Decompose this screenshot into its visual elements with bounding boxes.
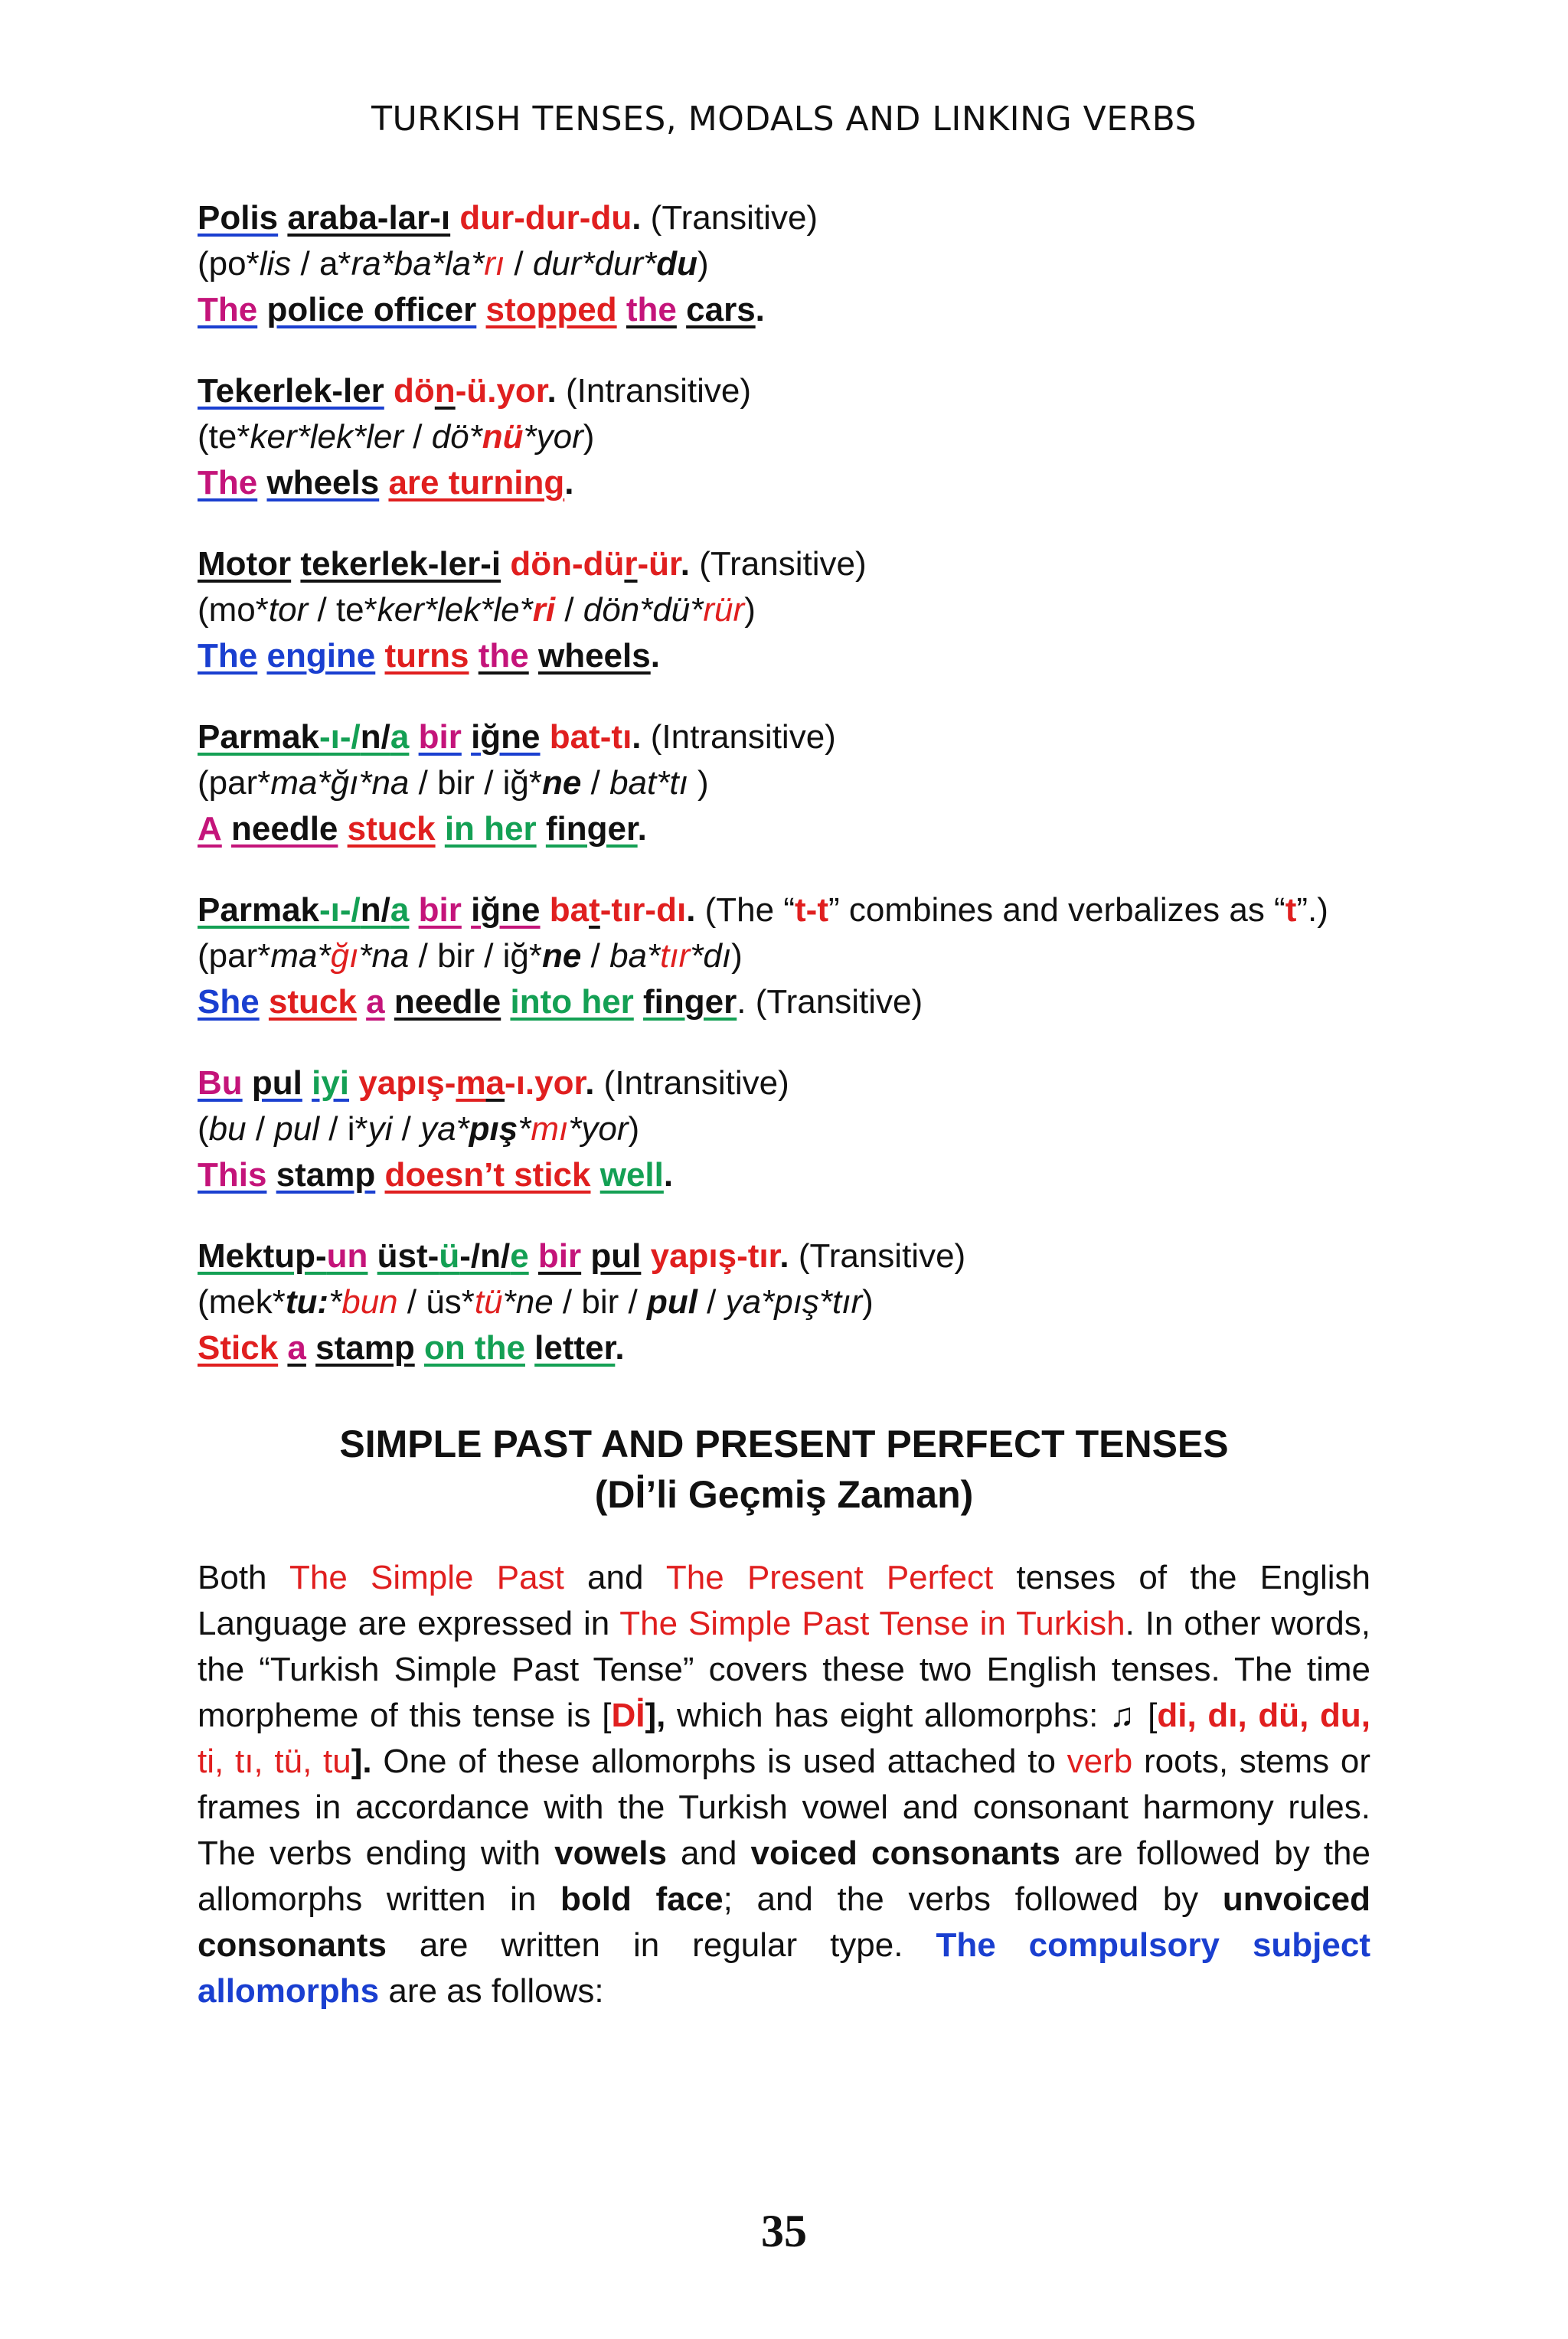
pron-part: ) (583, 418, 595, 456)
word: araba-lar-ı (287, 199, 451, 237)
text-run: bold face (560, 1880, 724, 1918)
punct: . (737, 983, 746, 1021)
pron-part: ma* (270, 937, 331, 975)
punct: . (615, 1329, 625, 1367)
pron-part: / (505, 245, 533, 283)
punct: . (564, 464, 574, 501)
pronunciation (198, 414, 1370, 460)
word: cars (686, 291, 756, 328)
word: stamp (315, 1329, 415, 1367)
turkish-sentence (198, 1233, 1370, 1279)
punct: . (755, 291, 765, 328)
word: into her (510, 983, 634, 1021)
pron-part: dur*dur* (532, 245, 657, 283)
pron-part: yi (368, 1110, 393, 1148)
punct: . (632, 199, 642, 237)
pron-part: / (581, 937, 610, 975)
word-part: -ı-/ (319, 718, 361, 756)
body-paragraph (198, 1555, 1370, 2014)
text-run: are as follows: (379, 1972, 604, 2010)
english-translation (198, 460, 1370, 506)
pron-part: / te* (308, 591, 377, 629)
text-run: tenses of the English Language are expressed in (198, 1559, 1370, 1642)
page-number: 35 (761, 2206, 807, 2256)
word: engine (266, 637, 376, 675)
text-run: The Present Perfect (665, 1559, 994, 1596)
pron-part: / bir / (553, 1283, 647, 1321)
pron-part: * (328, 1283, 342, 1321)
pron-part: ra*ba*la* (351, 245, 485, 283)
pronunciation (198, 933, 1370, 979)
pron-part: ya*pış*tır (725, 1283, 863, 1321)
pron-part: (par* (198, 937, 271, 975)
word-part: r (624, 545, 638, 583)
word-part: n/ (360, 718, 390, 756)
text-run: The Simple Past Tense in Turkish (619, 1605, 1125, 1642)
pron-part: (po* (198, 245, 260, 283)
turkish-sentence (198, 195, 1370, 241)
word: stopped (485, 291, 617, 328)
pron-part: ne (542, 937, 582, 975)
pron-part: bu (208, 1110, 247, 1148)
punct: . (650, 637, 660, 675)
word-part: Parmak (198, 718, 320, 756)
word-part: -ü.yor (455, 372, 547, 410)
word: the (478, 637, 529, 675)
pron-part: ( (198, 1110, 209, 1148)
pron-part: / (392, 1110, 421, 1148)
word: finger (643, 983, 737, 1021)
pron-part: / (697, 1283, 726, 1321)
word-part: e (510, 1237, 529, 1275)
turkish-sentence (198, 541, 1370, 587)
text-run: Dİ (611, 1697, 645, 1734)
example-5 (198, 887, 1370, 1025)
english-translation (198, 1152, 1370, 1198)
text-run: One of these allomorphs is used attached to (371, 1743, 1067, 1780)
word-part: n/ (360, 891, 390, 929)
pron-part: rür (703, 591, 745, 629)
running-head: TURKISH TENSES, MODALS AND LINKING VERBS (371, 100, 1197, 139)
word: needle (231, 810, 338, 848)
word: needle (394, 983, 501, 1021)
word-part: yapış- (358, 1064, 456, 1102)
word: iyi (312, 1064, 350, 1102)
example-1 (198, 195, 1370, 333)
note: (Intransitive) (650, 718, 836, 756)
pronunciation (198, 1106, 1370, 1152)
word: She (198, 983, 260, 1021)
pron-part: tor (268, 591, 309, 629)
text-run: and (564, 1559, 666, 1596)
pron-part: nü (482, 418, 524, 456)
pron-part: pul (646, 1283, 697, 1321)
word-part: ba (549, 891, 590, 929)
text-run: The Simple Past (289, 1559, 564, 1596)
note: ” combines and verbalizes as “ (828, 891, 1285, 929)
turkish-sentence (198, 368, 1370, 414)
word: bir (418, 891, 462, 929)
word-part: -ı.yor (505, 1064, 586, 1102)
word: This (198, 1156, 267, 1194)
text-run: ; and the verbs followed by (723, 1880, 1223, 1918)
pronunciation (198, 760, 1370, 806)
pron-part: / (555, 591, 583, 629)
pron-part: *yor (568, 1110, 629, 1148)
english-translation (198, 979, 1370, 1025)
word: stamp (276, 1156, 376, 1194)
word-part: m (456, 1064, 486, 1102)
turkish-sentence (198, 887, 1370, 933)
word: pul (590, 1237, 642, 1275)
text-run: . In other words, the “Turkish Simple Past Tense” covers these two English tenses. The time morpheme of this tense is [ (198, 1605, 1370, 1734)
example-7 (198, 1233, 1370, 1371)
punct: . (585, 1064, 595, 1102)
punct: . (686, 891, 696, 929)
pronunciation (198, 1279, 1370, 1325)
pron-part: ğı (330, 937, 359, 975)
word: iğne (471, 718, 541, 756)
pron-part: / bir / iğ* (409, 937, 543, 975)
pron-part: tü (474, 1283, 503, 1321)
punct: . (547, 372, 557, 410)
pron-part: ) (744, 591, 756, 629)
text-run: are written in regular type. (386, 1926, 936, 1964)
pron-part: ker*lek*ler (250, 418, 403, 456)
text-run: di, dı, dü, du, (1157, 1697, 1370, 1734)
word: Motor (198, 545, 292, 583)
word: Stick (198, 1329, 279, 1367)
pron-part: ri (532, 591, 556, 629)
english-translation (198, 287, 1370, 333)
pronunciation (198, 241, 1370, 287)
english-translation (198, 633, 1370, 679)
text-run: The compulsory subject allomorphs (198, 1926, 1371, 2010)
word: doesn’t stick (384, 1156, 591, 1194)
pron-part: / (581, 764, 610, 802)
pron-part: pul (274, 1110, 320, 1148)
pron-part: ) (731, 937, 743, 975)
example-6 (198, 1060, 1370, 1198)
word: well (599, 1156, 664, 1194)
word-part: -ı-/ (319, 891, 361, 929)
text-run: vowels (554, 1834, 667, 1872)
word-part: Parmak (198, 891, 320, 929)
page-content (198, 195, 1370, 2014)
pron-part: ma*ğı*na (270, 764, 410, 802)
section-title: SIMPLE PAST AND PRESENT PERFECT TENSES (339, 1423, 1229, 1465)
example-2 (198, 368, 1370, 506)
word: iğne (471, 891, 541, 929)
word: The (198, 637, 258, 675)
example-4 (198, 714, 1370, 852)
word: bir (418, 718, 462, 756)
word-part: a (390, 891, 410, 929)
note-highlight: t (1285, 891, 1297, 929)
word-part: Mektup- (198, 1237, 327, 1275)
word: yapış-tır (650, 1237, 780, 1275)
punct: . (632, 718, 642, 756)
word: dur-dur-du (459, 199, 632, 237)
text-run: ]. (351, 1743, 372, 1780)
word: bir (537, 1237, 582, 1275)
word: A (198, 810, 222, 848)
note: (Intransitive) (603, 1064, 789, 1102)
word: Bu (198, 1064, 243, 1102)
word: the (626, 291, 677, 328)
word-part: dön-dü (510, 545, 625, 583)
text-run: ti, tı, tü, tu (198, 1743, 351, 1780)
pron-part: pış (469, 1110, 518, 1148)
pron-part: / üs* (397, 1283, 475, 1321)
pron-part: ya* (420, 1110, 469, 1148)
punct: . (779, 1237, 789, 1275)
word-part: -ür (637, 545, 681, 583)
word-part: t (589, 891, 600, 929)
pron-part: ) (697, 245, 709, 283)
pron-part: (mek* (198, 1283, 286, 1321)
text-run: are followed by the allomorphs written in (198, 1834, 1370, 1918)
note: (Transitive) (798, 1237, 966, 1275)
example-3 (198, 541, 1370, 679)
note-highlight: t-t (795, 891, 828, 929)
pron-part: / (246, 1110, 275, 1148)
english-translation (198, 806, 1370, 852)
pron-part: ) (688, 764, 709, 802)
pron-part: bat*tı (609, 764, 688, 802)
pron-part: / bir / iğ* (409, 764, 543, 802)
pronunciation (198, 587, 1370, 633)
word-part: üst- (377, 1237, 439, 1275)
pron-part: ba* (609, 937, 661, 975)
punct: . (637, 810, 647, 848)
word-part: un (326, 1237, 368, 1275)
word: in her (444, 810, 537, 848)
pron-part: *ne (502, 1283, 554, 1321)
pron-part: tır (660, 937, 691, 975)
pron-part: (mo* (198, 591, 269, 629)
text-run: unvoiced consonants (198, 1880, 1370, 1964)
word: stuck (347, 810, 436, 848)
word: The (198, 464, 258, 501)
word: wheels (537, 637, 651, 675)
note: (Transitive) (699, 545, 867, 583)
punct: . (680, 545, 690, 583)
note: (Transitive) (755, 983, 923, 1021)
word: a (366, 983, 385, 1021)
word: The (198, 291, 258, 328)
text-run: ], (645, 1697, 666, 1734)
pron-part: / i* (319, 1110, 368, 1148)
word: letter (534, 1329, 616, 1367)
pron-part: ker*lek*le* (377, 591, 533, 629)
word-part: n (434, 372, 456, 410)
pron-part: lis (259, 245, 292, 283)
word-part: -/n/ (459, 1237, 511, 1275)
word-part: a (485, 1064, 505, 1102)
text-run: roots, stems or frames in accordance with the Turkish vowel and consonant harmony rules. The verbs ending with (198, 1743, 1370, 1872)
word: stuck (268, 983, 357, 1021)
word: are turning (388, 464, 565, 501)
pron-part: / (403, 418, 432, 456)
note: (The “ (704, 891, 795, 929)
text-run: verb (1067, 1743, 1133, 1780)
note: ”.) (1296, 891, 1328, 929)
pron-part: ) (862, 1283, 874, 1321)
pron-part: bun (341, 1283, 398, 1321)
pron-part: (par* (198, 764, 271, 802)
note: (Transitive) (650, 199, 818, 237)
pron-part: ne (542, 764, 582, 802)
word: turns (384, 637, 469, 675)
turkish-sentence (198, 714, 1370, 760)
pron-part: rı (484, 245, 505, 283)
pron-part: mı (531, 1110, 569, 1148)
note: (Intransitive) (565, 372, 752, 410)
word: tekerlek-ler-i (300, 545, 501, 583)
pron-part: / a* (291, 245, 351, 283)
punct: . (663, 1156, 674, 1194)
pron-part: (te* (198, 418, 250, 456)
pron-part: du (656, 245, 698, 283)
word: Polis (198, 199, 279, 237)
word-part: ü (439, 1237, 460, 1275)
text-run: Both (198, 1559, 289, 1596)
word: a (287, 1329, 306, 1367)
word-part: -tır-dı (599, 891, 687, 929)
pron-part: *dı (690, 937, 732, 975)
word: Tekerlek-ler (198, 372, 384, 410)
word: police officer (266, 291, 477, 328)
word: pul (251, 1064, 302, 1102)
word: on the (423, 1329, 525, 1367)
english-translation (198, 1325, 1370, 1371)
pron-part: *na (358, 937, 410, 975)
pron-part: * (518, 1110, 531, 1148)
word-part: dö (394, 372, 435, 410)
pron-part: *yor (523, 418, 583, 456)
turkish-sentence (198, 1060, 1370, 1106)
word: wheels (266, 464, 380, 501)
word: bat-tı (549, 718, 632, 756)
section-subtitle: (Dİ’li Geçmiş Zaman) (594, 1473, 974, 1516)
pron-part: ) (628, 1110, 640, 1148)
text-run: which has eight allomorphs: ♫ [ (665, 1697, 1158, 1734)
word-part: a (390, 718, 410, 756)
word: finger (545, 810, 638, 848)
text-run: voiced consonants (750, 1834, 1060, 1872)
pron-part: dö* (431, 418, 482, 456)
pron-part: dön*dü* (583, 591, 704, 629)
text-run: and (666, 1834, 751, 1872)
pron-part: tu: (285, 1283, 329, 1321)
